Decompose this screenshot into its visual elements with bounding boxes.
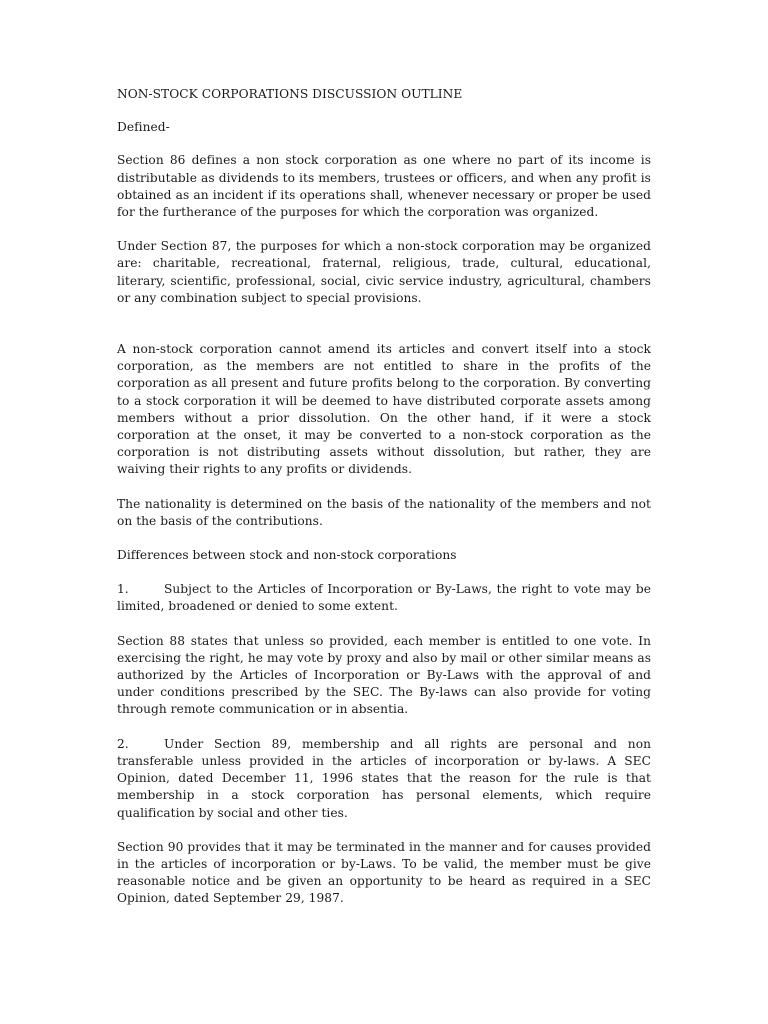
paragraph-conversion: A non-stock corporation cannot amend its articles and convert itself into a stock corporation, as the members are not entitled to share in the profits of the corporation as all present and future profits belong to the corporation. By converting to a stock corporation it will be deemed to have distributed corporate assets among members without a prior dissolution. On the other hand, if it were a stock corporation at the onset, it may be converted to a non-stock corporation as the corporation is not distributing assets without dissolution, but rather, they are waiving their rights to any profits or dividends. [117, 342, 651, 477]
numbered-item-1 [117, 581, 651, 615]
document-body [117, 86, 651, 925]
item-number: 2. [117, 736, 129, 751]
paragraph-section-88: Section 88 states that unless so provided, each member is entitled to one vote. In exercising the right, he may vote by proxy and also by mail or other similar means as authorized by the Articles of Incorporation or By-Laws with the approval of and under conditions prescribed by the SEC. The By-laws can also provide for voting through remote communication or in absentia. [117, 633, 651, 717]
item-number: 1. [117, 582, 129, 597]
item-text: Subject to the Articles of Incorporation or By-Laws, the right to vote may be limited, broadened or denied to some extent. [117, 582, 651, 614]
paragraph-section-87: Under Section 87, the purposes for which a non-stock corporation may be organized are: charitable, recreational, fraternal, religious, trade, cultural, educational, literary, scientific, professional, social, civic service industry, agricultural, chambers or any combination subject to special provisions. [117, 239, 651, 305]
paragraph-section-90: Section 90 provides that it may be terminated in the manner and for causes provided in the articles of incorporation or by-Laws. To be valid, the member must be give reasonable notice and be given an opportunity to be heard as required in a SEC Opinion, dated September 29, 1987. [117, 839, 651, 906]
defined-label: Defined- [117, 120, 170, 135]
item-text: Under Section 89, membership and all rights are personal and non transferable unless provided in the articles of incorporation or by-laws. A SEC Opinion, dated December 11, 1996 states that the reason for the rule is that membership in a stock corporation has personal elements, which require qualification by social and other ties. [117, 736, 651, 820]
differences-heading: Differences between stock and non-stock corporations [117, 548, 457, 563]
numbered-item-2 [117, 736, 651, 822]
document-title: NON-STOCK CORPORATIONS DISCUSSION OUTLINE [117, 87, 463, 101]
paragraph-nationality: The nationality is determined on the basis of the nationality of the members and not on the basis of the contributions. [117, 496, 651, 528]
paragraph-section-86: Section 86 defines a non stock corporation as one where no part of its income is distributable as dividends to its members, trustees or officers, and when any profit is obtained as an incident if its operations shall, whenever necessary or proper be used for the furtherance of the purposes for which the corporation was organized. [117, 153, 651, 220]
